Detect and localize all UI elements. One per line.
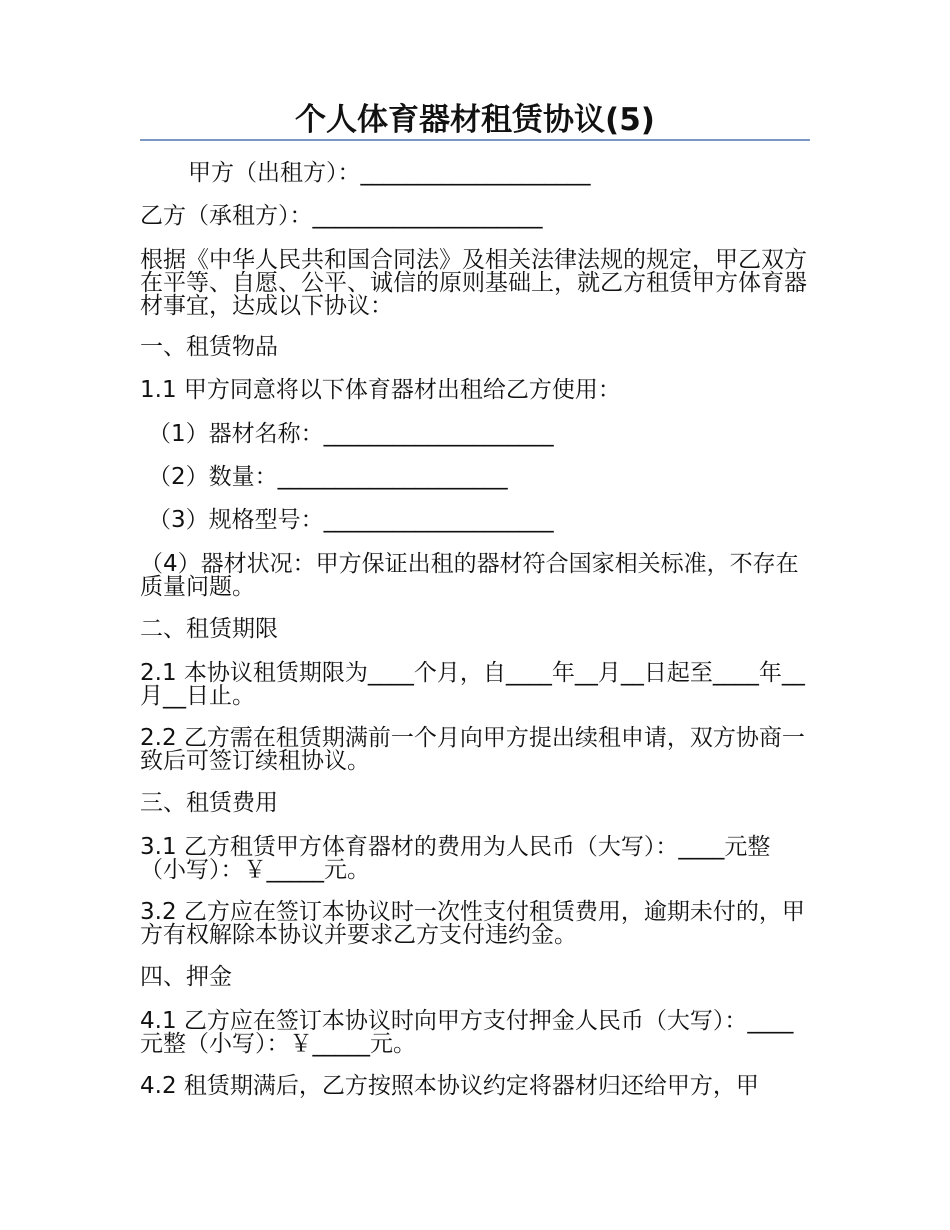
section-2-heading: 二、租赁期限 xyxy=(140,616,278,642)
clause-2-2: 2.2 乙方需在租赁期满前一个月向甲方提出续租申请，双方协商一致后可签订续租协议。 xyxy=(140,725,805,774)
clause-3-1: 3.1 乙方租赁甲方体育器材的费用为人民币（大写）：____元整（小写）：￥_____元。 xyxy=(140,834,771,883)
party-a-line: 甲方（出租方）：____________________ xyxy=(188,160,591,186)
clause-3-2: 3.2 乙方应在签订本协议时一次性支付租赁费用，逾期未付的，甲方有权解除本协议并要求乙方支付违约金。 xyxy=(140,899,805,948)
section-4-heading: 四、押金 xyxy=(140,964,232,990)
section-3-heading: 三、租赁费用 xyxy=(140,790,278,816)
item-condition: （4）器材状况：甲方保证出租的器材符合国家相关标准，不存在质量问题。 xyxy=(140,551,799,600)
item-model: （3）规格型号：____________________ xyxy=(148,507,554,533)
party-b-line: 乙方（承租方）：____________________ xyxy=(140,203,543,229)
clause-1-1: 1.1 甲方同意将以下体育器材出租给乙方使用： xyxy=(140,377,621,403)
clause-4-2: 4.2 租赁期满后，乙方按照本协议约定将器材归还给甲方，甲 xyxy=(140,1073,759,1099)
preamble-paragraph: 根据《中华人民共和国合同法》及相关法律法规的规定，甲乙双方在平等、自愿、公平、诚信的原则基础上，就乙方租赁甲方体育器材事宜，达成以下协议： xyxy=(140,247,807,319)
item-equipment-name: （1）器材名称：____________________ xyxy=(148,421,554,447)
clause-4-1: 4.1 乙方应在签订本协议时向甲方支付押金人民币（大写）：____元整（小写）：￥_____元。 xyxy=(140,1008,794,1057)
document-title: 个人体育器材租赁协议(5) xyxy=(295,102,655,138)
section-1-heading: 一、租赁物品 xyxy=(140,334,278,360)
title-underline xyxy=(140,139,810,141)
item-quantity: （2）数量：____________________ xyxy=(148,464,508,490)
clause-2-1: 2.1 本协议租赁期限为____个月，自____年__月__日起至____年__月__日止。 xyxy=(140,660,805,709)
